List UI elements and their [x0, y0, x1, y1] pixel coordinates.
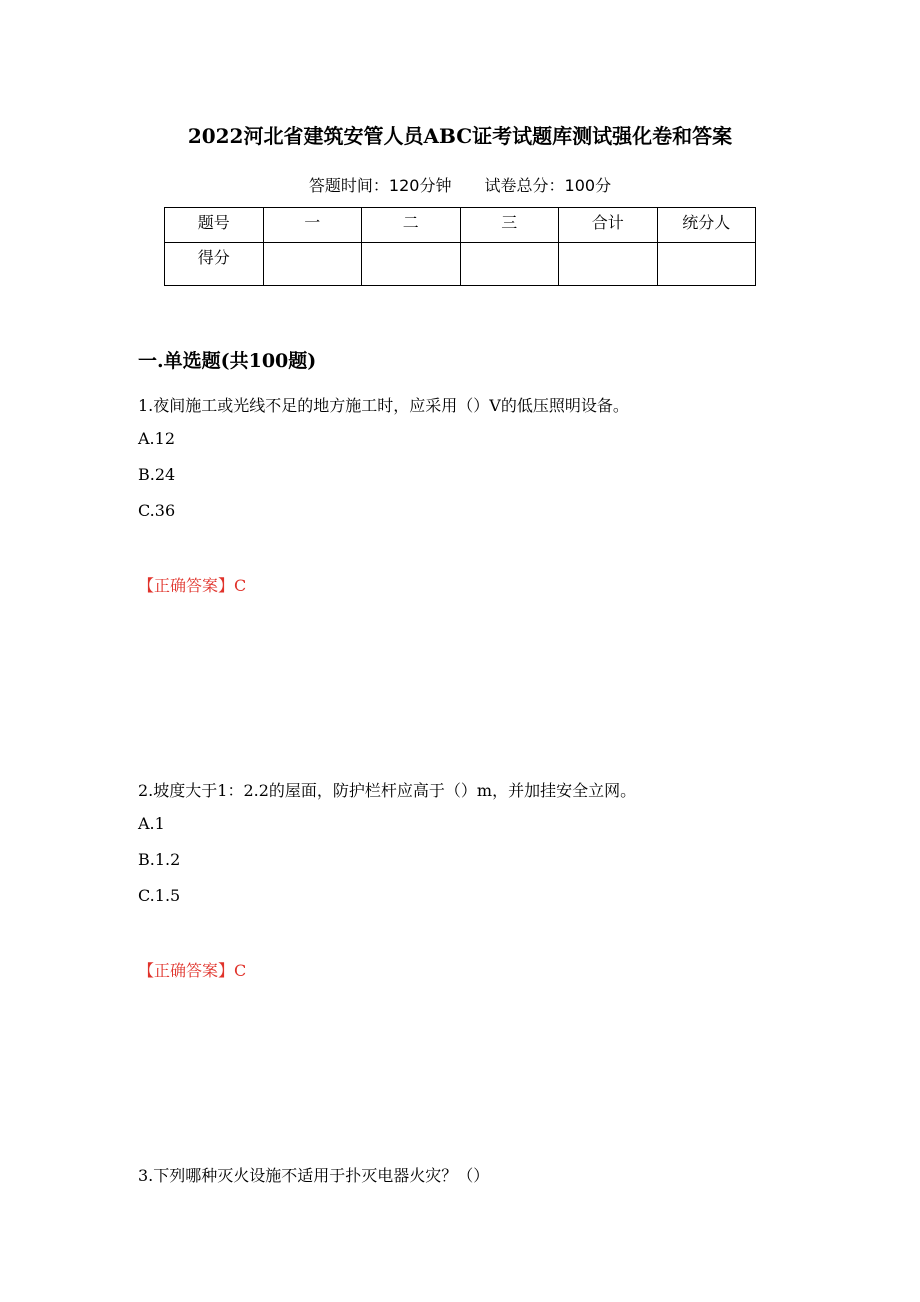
score-cell — [657, 243, 756, 286]
section-title: 一.单选题(共100题) — [138, 350, 317, 372]
score-cell — [263, 243, 362, 286]
score-table-header-row — [165, 208, 756, 243]
exam-time: 答题时间：120分钟 — [308, 176, 452, 195]
score-cell — [559, 243, 658, 286]
header-cell-part-1: 一 — [263, 208, 362, 243]
score-cell — [362, 243, 461, 286]
exam-meta — [0, 173, 920, 196]
question-3-text: 3.下列哪种灭火设施不适用于扑灭电器火灾？（） — [138, 1166, 490, 1185]
question-2-option-b: B.1.2 — [138, 850, 181, 869]
total-score: 试卷总分：100分 — [484, 176, 612, 195]
question-2-option-a: A.1 — [138, 814, 165, 833]
question-1-answer: 【正确答案】C — [138, 576, 247, 595]
question-2-answer: 【正确答案】C — [138, 961, 247, 980]
score-table — [164, 207, 756, 286]
question-1-text: 1.夜间施工或光线不足的地方施工时，应采用（）V的低压照明设备。 — [138, 396, 629, 415]
header-cell-part-3: 三 — [460, 208, 559, 243]
document-title: 2022河北省建筑安管人员ABC证考试题库测试强化卷和答案 — [187, 124, 733, 148]
question-1-option-b: B.24 — [138, 465, 176, 484]
header-cell-total: 合计 — [559, 208, 658, 243]
score-cell — [460, 243, 559, 286]
question-2-text: 2.坡度大于1：2.2的屋面，防护栏杆应高于（）m，并加挂安全立网。 — [138, 781, 637, 800]
question-1-option-c: C.36 — [138, 501, 176, 520]
question-2-option-c: C.1.5 — [138, 886, 181, 905]
score-table-score-row — [165, 243, 756, 286]
header-cell-part-2: 二 — [362, 208, 461, 243]
question-1-option-a: A.12 — [138, 429, 175, 448]
header-cell-question-number: 题号 — [165, 208, 264, 243]
score-row-label: 得分 — [165, 243, 264, 286]
header-cell-scorer: 统分人 — [657, 208, 756, 243]
